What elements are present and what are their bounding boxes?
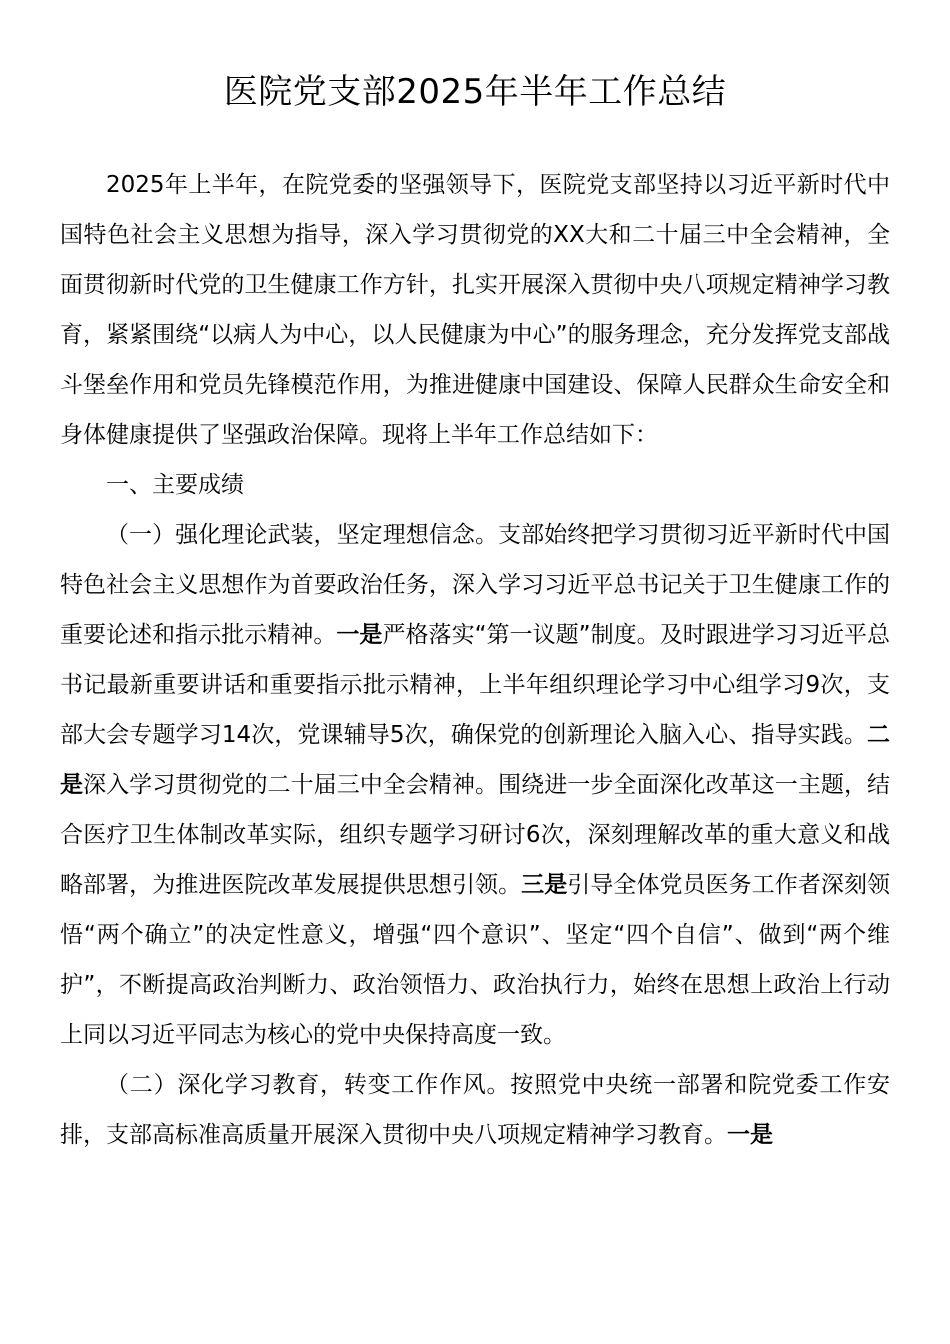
section2-point1-label: 一是 — [727, 1122, 773, 1148]
section1-point3-text: 引导全体党员医务工作者深刻领悟“两个确立”的决定性意义，增强“四个意识”、坚定“四个自信”、做到“两个维护”，不断提高政治判断力、政治领悟力、政治执行力，始终在思想上政治上行动上同以习近平同志为核心的党中央保持高度一致。 — [60, 872, 891, 1048]
intro-paragraph: 2025年上半年，在院党委的坚强领导下，医院党支部坚持以习近平新时代中国特色社会主义思想为指导，深入学习贯彻党的XX大和二十届三中全会精神，全面贯彻新时代党的卫生健康工作方针，扎实开展深入贯彻中央八项规定精神学习教育，紧紧围绕“以病人为中心，以人民健康为中心”的服务理念，充分发挥党支部战斗堡垒作用和党员先锋模范作用，为推进健康中国建设、保障人民群众生命安全和身体健康提供了坚强政治保障。现将上半年工作总结如下： — [60, 172, 890, 448]
document-title: 医院党支部2025年半年工作总结 — [223, 72, 727, 112]
section1-point1-text: 严格落实“第一议题”制度。及时跟进学习习近平总书记最新重要讲话和重要指示批示精神，上半年组织理论学习中心组学习9次，支部大会专题学习14次，党课辅导5次，确保党的创新理论入脑入心、指导实践。 — [60, 622, 891, 748]
section1-point1-label: 一是 — [336, 622, 383, 648]
section1-point2-text: 深入学习贯彻党的二十届三中全会精神。围绕进一步全面深化改革这一主题，结合医疗卫生体制改革实际，组织专题学习研讨6次，深刻理解改革的重大意义和战略部署，为推进医院改革发展提供思想引领。 — [60, 772, 891, 898]
section1-lead: （一）强化理论武装，坚定理想信念。支部始终把学习贯彻习近平新时代中国特色社会主义思想作为首要政治任务，深入学习习近平总书记关于卫生健康工作的重要论述和指示批示精神。 — [60, 522, 890, 648]
section2-lead: （二）深化学习教育，转变工作作风。按照党中央统一部署和院党委工作安排，支部高标准高质量开展深入贯彻中央八项规定精神学习教育。 — [60, 1072, 890, 1148]
section1-point3-label: 三是 — [521, 872, 568, 898]
section-heading-main-achievements: 一、主要成绩 — [106, 472, 244, 498]
section1-paragraph — [60, 510, 890, 1060]
section2-paragraph — [60, 1060, 890, 1160]
section1-point2-label: 二是 — [60, 722, 890, 798]
